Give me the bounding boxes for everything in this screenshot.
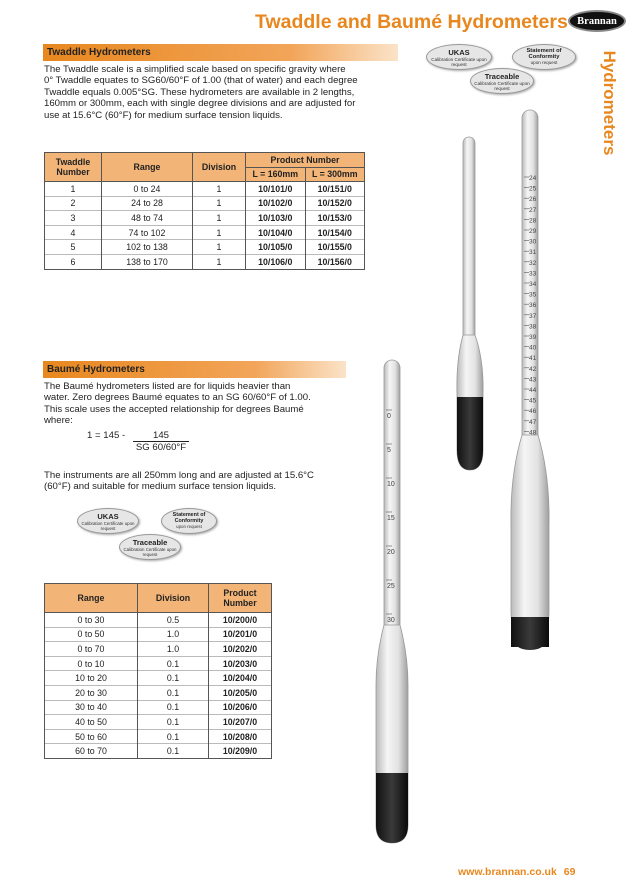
scale-label: 41 (529, 355, 537, 363)
scale-label: 30 (529, 238, 537, 246)
table-row: 4 74 to 102 1 10/104/0 10/154/0 (45, 225, 365, 240)
table-row: 0 to 30 0.5 10/200/0 (45, 613, 272, 628)
scale-label: 45 (529, 397, 537, 405)
scale-label: 26 (529, 196, 537, 204)
brannan-logo: Brannan (568, 10, 626, 32)
baume-instruments-note: The instruments are all 250mm long and are adjusted at 15.6°C (60°F) and suitable for medium surface tension liquids. (44, 470, 314, 493)
scale-label: 29 (529, 228, 537, 235)
table-row: 60 to 70 0.1 10/209/0 (45, 744, 272, 759)
scale-label: 0 (387, 413, 391, 420)
formula-fraction: 145 SG 60/60°F (133, 430, 189, 453)
table-row: 3 48 to 74 1 10/103/0 10/153/0 (45, 211, 365, 226)
scale-label: 32 (529, 259, 537, 267)
scale-label: 30 (387, 617, 395, 624)
ukas-badge: UKAS Calibration Certificate upon request (426, 44, 492, 70)
certification-badges-bottom (77, 508, 217, 560)
page-title: Twaddle and Baumé Hydrometers (255, 11, 568, 33)
col-twaddle-number: Twaddle Number (45, 153, 102, 182)
scale-label: 15 (387, 515, 395, 522)
table-row: 0 to 10 0.1 10/203/0 (45, 656, 272, 671)
table-row: 40 to 50 0.1 10/207/0 (45, 715, 272, 730)
col-product-number: Product Number (209, 584, 272, 613)
scale-label: 5 (387, 447, 391, 454)
col-range: Range (102, 153, 193, 182)
col-l160: L = 160mm (246, 167, 306, 182)
website-link[interactable]: www.brannan.co.uk (458, 866, 557, 878)
scale-label: 42 (529, 365, 537, 373)
table-row: 1 0 to 24 1 10/101/0 10/151/0 (45, 182, 365, 197)
scale-label: 35 (529, 291, 537, 299)
col-division: Division (138, 584, 209, 613)
scale-label: 28 (529, 217, 537, 225)
twaddle-description: The Twaddle scale is a simplified scale based on specific gravity where 0° Twaddle equates to SG60/60°F of 1.00 (that of water) and each degree Twaddle equals 0.005°SG. These hydrometers are available in 2 lengths, 160mm or 300mm, each with single degree divisions and are adjusted for use at 15.6°C (60°F) for medium surface tension liquids. (44, 64, 358, 121)
table-row: 5 102 to 138 1 10/105/0 10/155/0 (45, 240, 365, 255)
scale-label: 24 (529, 175, 537, 182)
col-range: Range (45, 584, 138, 613)
col-division: Division (193, 153, 246, 182)
baume-formula: 1 = 145 - (87, 430, 126, 441)
scale-label: 47 (529, 418, 537, 426)
baume-table (44, 583, 272, 759)
scale-label: 48 (529, 429, 537, 437)
scale-label: 20 (387, 549, 395, 556)
scale-label: 25 (387, 583, 395, 590)
table-row: 2 24 to 28 1 10/102/0 10/152/0 (45, 196, 365, 211)
table-row: 50 to 60 0.1 10/208/0 (45, 729, 272, 744)
ukas-badge: UKAS Calibration Certificate upon request (77, 508, 139, 534)
scale-label: 36 (529, 302, 537, 310)
certification-badges-top (426, 44, 576, 94)
table-row: 6 138 to 170 1 10/106/0 10/156/0 (45, 254, 365, 269)
scale-label: 38 (529, 323, 537, 331)
twaddle-heading: Twaddle Hydrometers (43, 44, 398, 61)
table-row: 20 to 30 0.1 10/205/0 (45, 685, 272, 700)
traceable-badge: Traceable Calibration Certificate upon request (119, 534, 181, 560)
scale-label: 43 (529, 376, 537, 384)
footer (458, 866, 575, 878)
baume-heading: Baumé Hydrometers (43, 361, 346, 378)
scale-label: 33 (529, 270, 537, 278)
scale-label: 27 (529, 206, 537, 214)
twaddle-table (44, 152, 365, 270)
twaddle-hydrometer-images (440, 105, 560, 850)
traceable-badge: Traceable Calibration Certificate upon request (470, 68, 534, 94)
scale-label: 37 (529, 312, 537, 320)
baume-hydrometer-image (370, 355, 415, 845)
scale-label: 40 (529, 344, 537, 352)
statement-badge: Statement of Conformity upon request (161, 508, 217, 534)
baume-description: The Baumé hydrometers listed are for liquids heavier than water. Zero degrees Baumé equates to an SG 60/60°F of 1.00. This scale uses the accepted relationship for degrees Baumé where: (44, 381, 311, 427)
scale-label: 31 (529, 249, 537, 257)
scale-label: 39 (529, 334, 537, 341)
page-number: 69 (563, 866, 576, 878)
scale-label: 34 (529, 281, 537, 288)
scale-label: 25 (529, 185, 537, 193)
side-tab: Hydrometers (600, 50, 619, 156)
scale-label: 46 (529, 408, 537, 416)
scale-label: 10 (387, 481, 395, 488)
small-hydrometer (457, 137, 483, 470)
statement-badge: Statement of Conformity upon request (512, 44, 576, 70)
col-l300: L = 300mm (305, 167, 365, 182)
table-row: 0 to 70 1.0 10/202/0 (45, 642, 272, 657)
table-row: 0 to 50 1.0 10/201/0 (45, 627, 272, 642)
scale-label: 44 (529, 387, 537, 394)
col-product-number: Product Number (246, 153, 365, 168)
table-row: 10 to 20 0.1 10/204/0 (45, 671, 272, 686)
table-row: 30 to 40 0.1 10/206/0 (45, 700, 272, 715)
